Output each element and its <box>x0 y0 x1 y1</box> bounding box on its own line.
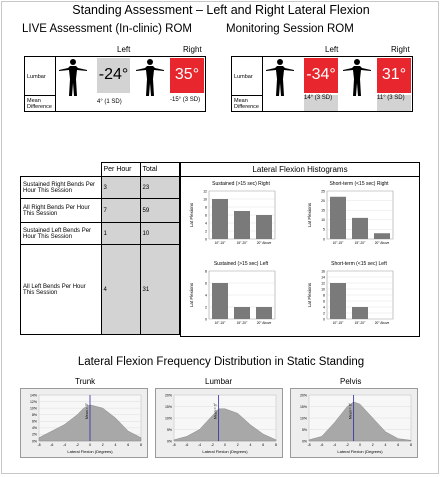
bar <box>374 233 390 239</box>
trunk-distribution-box <box>20 388 148 458</box>
y-tick-label: 10 <box>203 197 207 202</box>
monitoring-right-diff: 11° (3 SD) <box>377 95 411 111</box>
table-row <box>21 199 180 223</box>
page-title: Standing Assessment – Left and Right Lateral Flexion <box>72 3 370 17</box>
row-label: All Left Bends Per Hour This Session <box>21 245 102 335</box>
x-tick-label: -4 <box>332 443 337 447</box>
x-tick-label: -2 <box>345 443 349 447</box>
y-tick-label: 0% <box>166 439 172 444</box>
trunk-label: Trunk <box>75 377 96 386</box>
bar <box>352 307 368 319</box>
y-tick-label: 8 <box>205 269 207 274</box>
histograms-chart <box>181 177 419 337</box>
y-tick-label: 25 <box>321 189 325 194</box>
x-tick-label: 20° Above <box>256 241 272 245</box>
y-tick-label: 2% <box>31 432 37 437</box>
total-cell: 59 <box>140 199 179 223</box>
y-tick-label: 12 <box>203 189 207 194</box>
x-tick-label: 6 <box>262 443 265 447</box>
live-right-label: Right <box>183 45 202 54</box>
bar <box>330 197 346 239</box>
divider <box>55 57 56 111</box>
x-tick-label: 2 <box>236 443 239 447</box>
mean-label: Mean = 0° <box>348 402 353 420</box>
x-tick-label: 8 <box>275 443 277 447</box>
x-tick-label: -2 <box>75 443 79 447</box>
live-left-diff: 4° (1 SD) <box>97 99 122 105</box>
y-tick-label: 10% <box>299 416 307 421</box>
bar-chart-title: Short-term (<15 sec) Right <box>329 181 389 187</box>
total-header: Total <box>140 163 179 177</box>
bar <box>330 283 346 319</box>
y-axis-label: Lat Flexions <box>307 282 312 308</box>
table-row <box>21 177 180 199</box>
y-tick-label: 8 <box>205 205 207 210</box>
monitoring-right-label: Right <box>391 45 410 54</box>
y-tick-label: 15 <box>321 208 325 213</box>
y-tick-label: 5% <box>166 427 172 432</box>
y-tick-label: 5 <box>323 227 325 232</box>
y-tick-label: 6 <box>323 299 325 304</box>
bar <box>234 211 250 239</box>
y-tick-label: 6 <box>205 281 207 286</box>
bends-table <box>20 162 180 335</box>
monitoring-left-diff: 14° (3 SD) <box>304 95 338 111</box>
x-tick-label: -6 <box>50 443 54 447</box>
y-tick-label: 8 <box>323 293 325 298</box>
y-axis-label: Lat Flexions <box>307 202 312 228</box>
x-tick-label: -8 <box>307 443 311 447</box>
per-hour-cell: 4 <box>101 245 140 335</box>
y-tick-label: 20 <box>321 198 325 203</box>
y-tick-label: 2 <box>323 311 325 316</box>
x-tick-label: 2 <box>101 443 104 447</box>
y-tick-label: 20% <box>299 393 307 398</box>
x-tick-label: 8 <box>410 443 412 447</box>
x-tick-label: 6 <box>397 443 400 447</box>
live-lumbar-label: Lumbar <box>27 74 46 80</box>
x-tick-label: -8 <box>172 443 176 447</box>
table-row <box>21 245 180 335</box>
row-label: Sustained Left Bends Per Hour This Session <box>21 223 102 245</box>
x-tick-label: 8 <box>140 443 142 447</box>
y-tick-label: 2 <box>205 229 207 234</box>
mean-label: Mean = 0° <box>85 402 89 420</box>
divider <box>262 57 263 111</box>
x-tick-label: 15°-20° <box>354 321 366 325</box>
live-left-value: -24° <box>97 58 130 93</box>
x-tick-label: 10°-15° <box>332 241 344 245</box>
y-tick-label: 16 <box>321 269 325 274</box>
x-tick-label: 4 <box>384 443 387 447</box>
monitoring-left-value: -34° <box>304 58 338 93</box>
x-tick-label: -6 <box>185 443 189 447</box>
total-cell: 31 <box>140 245 179 335</box>
y-tick-label: 12% <box>29 399 37 404</box>
y-tick-label: 0 <box>205 237 207 242</box>
live-mean-diff-label: Mean Difference <box>27 98 52 110</box>
row-label: All Right Bends Per Hour This Session <box>21 199 102 223</box>
monitoring-rom-box <box>231 56 413 112</box>
y-tick-label: 0% <box>301 439 307 444</box>
pelvis-distribution-chart <box>291 389 417 457</box>
y-tick-label: 8% <box>31 413 37 418</box>
live-rom-box <box>24 56 206 112</box>
y-tick-label: 15% <box>299 404 307 409</box>
x-tick-label: 4 <box>114 443 117 447</box>
x-tick-label: 15°-20° <box>354 241 366 245</box>
x-tick-label: 20° Above <box>256 321 272 325</box>
y-tick-label: 0 <box>323 237 325 242</box>
x-tick-label: -6 <box>320 443 324 447</box>
y-tick-label: 0% <box>31 439 37 444</box>
histograms-panel <box>180 162 420 337</box>
x-tick-label: -8 <box>37 443 41 447</box>
trunk-distribution-chart <box>21 389 147 457</box>
monitoring-left-label: Left <box>325 45 339 54</box>
y-tick-label: 2 <box>205 305 207 310</box>
y-tick-label: 5% <box>301 427 307 432</box>
y-tick-label: 4 <box>323 305 325 310</box>
monitoring-mean-diff-label: Mean Difference <box>234 98 259 110</box>
bar <box>256 215 272 239</box>
monitoring-lumbar-label: Lumbar <box>234 74 253 80</box>
x-tick-label: 4 <box>249 443 252 447</box>
y-tick-label: 14% <box>29 393 37 398</box>
x-axis-label: Lateral Flexion (Degrees) <box>337 449 383 454</box>
x-axis-label: Lateral Flexion (Degrees) <box>202 449 248 454</box>
divider <box>25 95 55 96</box>
per-hour-header: Per Hour <box>101 163 140 177</box>
y-tick-label: 12 <box>321 281 325 286</box>
x-tick-label: 10°-15° <box>214 321 226 325</box>
standing-figure-right <box>135 58 165 98</box>
bar <box>352 218 368 239</box>
x-tick-label: 0 <box>89 443 91 447</box>
table-row <box>21 223 180 245</box>
x-tick-label: -2 <box>210 443 214 447</box>
distribution-heading: Lateral Flexion Frequency Distribution in Static Standing <box>77 356 365 368</box>
standing-figure-left <box>58 58 88 98</box>
total-cell: 23 <box>140 177 179 199</box>
y-tick-label: 14 <box>321 275 325 280</box>
y-tick-label: 10 <box>321 287 325 292</box>
total-cell: 10 <box>140 223 179 245</box>
y-tick-label: 4% <box>31 426 37 431</box>
y-tick-label: 6 <box>205 213 207 218</box>
mean-label: Mean = 0° <box>213 402 218 420</box>
per-hour-cell: 3 <box>101 177 140 199</box>
bar <box>212 199 228 239</box>
y-tick-label: 15% <box>164 404 172 409</box>
y-tick-label: 4 <box>205 293 207 298</box>
y-axis-label: Lat Flexions <box>189 282 194 308</box>
y-tick-label: 10% <box>29 406 37 411</box>
empty-header <box>21 163 102 177</box>
standing-figure-left <box>265 58 295 98</box>
x-tick-label: -4 <box>62 443 67 447</box>
bar-chart-title: Sustained (>15 sec) Left <box>213 261 269 267</box>
bar <box>256 307 272 319</box>
standing-figure-right <box>342 58 372 98</box>
x-tick-label: 20° Above <box>374 241 390 245</box>
x-tick-label: -4 <box>197 443 202 447</box>
monitoring-right-value: 31° <box>377 58 411 93</box>
x-tick-label: 15°-20° <box>236 241 248 245</box>
lumbar-distribution-box <box>155 388 283 458</box>
y-tick-label: 6% <box>31 419 37 424</box>
x-tick-label: 15°-20° <box>236 321 248 325</box>
bar-chart-title: Sustained (>15 sec) Right <box>212 181 270 187</box>
x-tick-label: 0 <box>359 443 361 447</box>
x-tick-label: 0 <box>224 443 226 447</box>
x-tick-label: 6 <box>127 443 130 447</box>
per-hour-cell: 1 <box>101 223 140 245</box>
per-hour-cell: 7 <box>101 199 140 223</box>
x-axis-label: Lateral Flexion (Degrees) <box>67 449 113 454</box>
y-tick-label: 10 <box>321 218 325 223</box>
lumbar-distribution-chart <box>156 389 282 457</box>
y-tick-label: 0 <box>205 317 207 322</box>
pelvis-distribution-box <box>290 388 418 458</box>
bar <box>234 307 250 319</box>
y-tick-label: 4 <box>205 221 207 226</box>
x-tick-label: 20° Above <box>374 321 390 325</box>
x-tick-label: 10°-15° <box>332 321 344 325</box>
y-tick-label: 20% <box>164 393 172 398</box>
histograms-heading: Lateral Flexion Histograms <box>181 163 419 177</box>
y-tick-label: 10% <box>164 416 172 421</box>
live-right-diff: -15° (3 SD) <box>170 97 201 103</box>
monitoring-rom-heading: Monitoring Session ROM <box>226 23 354 35</box>
x-tick-label: 10°-15° <box>214 241 226 245</box>
live-right-value: 35° <box>170 58 204 93</box>
x-tick-label: 2 <box>371 443 374 447</box>
pelvis-label: Pelvis <box>340 377 362 386</box>
bar-chart-title: Short-term (<15 sec) Left <box>331 261 387 267</box>
live-left-label: Left <box>117 45 131 54</box>
row-label: Sustained Right Bends Per Hour This Session <box>21 177 102 199</box>
y-tick-label: 0 <box>323 317 325 322</box>
lumbar-label: Lumbar <box>205 377 233 386</box>
live-rom-heading: LIVE Assessment (In-clinic) ROM <box>22 23 192 35</box>
divider <box>232 95 262 96</box>
bar <box>212 283 228 319</box>
y-axis-label: Lat Flexions <box>189 202 194 228</box>
